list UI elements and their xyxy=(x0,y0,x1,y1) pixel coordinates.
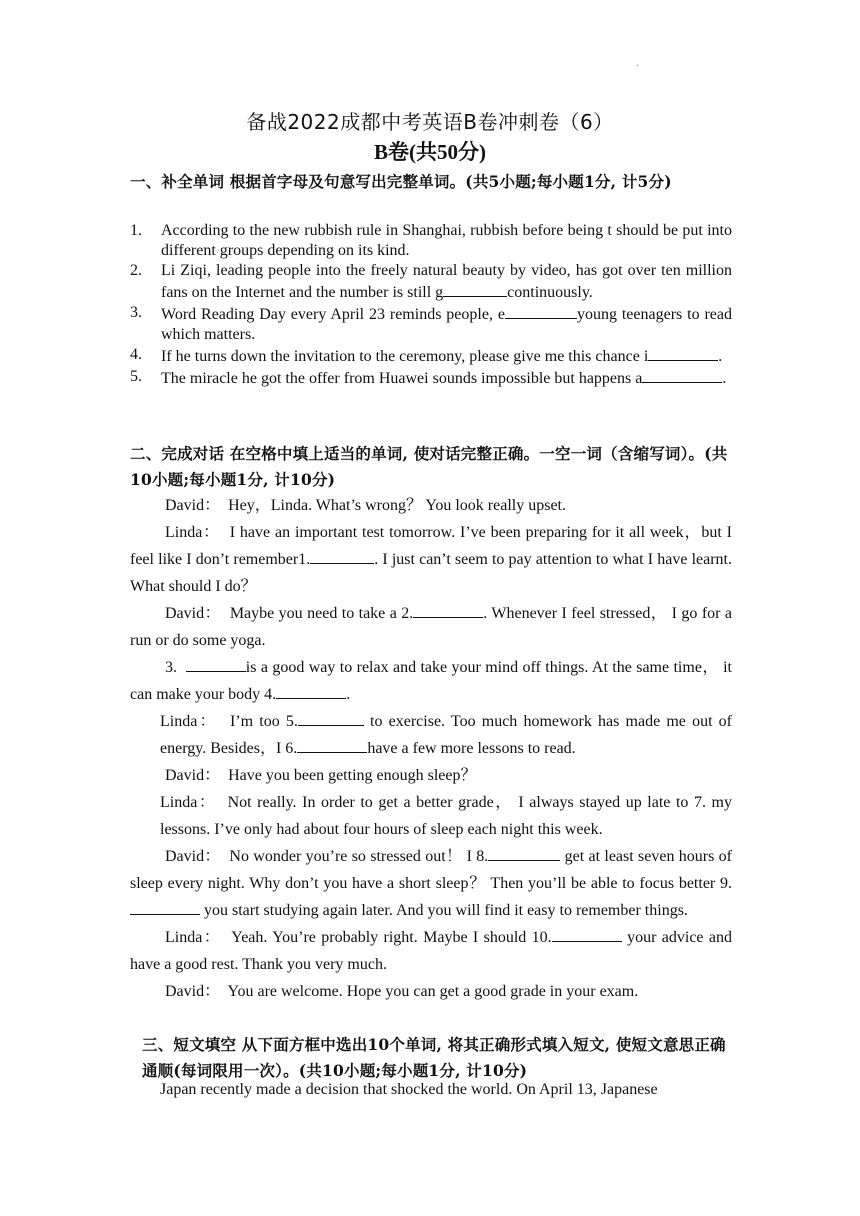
dialogue-line: David： Have you been getting enough sleep？ xyxy=(165,767,477,784)
section1-list xyxy=(130,221,732,389)
answer-blank[interactable] xyxy=(443,281,507,297)
answer-blank[interactable] xyxy=(297,737,367,753)
dialogue-line: 3. is a good way to relax and take your mind off things. At the same time， it can make your body 4. . xyxy=(130,654,732,708)
list-item: 5. The miracle he got the offer from Huawei sounds impossible but happens a . xyxy=(130,368,727,387)
dialogue-line: Linda： Not really. In order to get a better grade， I always stayed up late to 7. my lessons. I’ve only had about four hours of sleep each night this week. xyxy=(160,794,732,838)
dialogue-line: David： Hey，Linda. What’s wrong？ You look really upset. xyxy=(165,497,567,514)
dialogue-line: David： No wonder you’re so stressed out！ I 8. get at least seven hours of sleep every night. Why don’t you have a short sleep？ Then you’ll be able to focus better 9. you start studying again later. And you will find it easy to remember things. xyxy=(130,843,732,924)
answer-blank[interactable] xyxy=(310,548,374,564)
answer-blank[interactable] xyxy=(488,845,560,861)
answer-blank[interactable] xyxy=(505,303,577,319)
answer-blank[interactable] xyxy=(413,602,483,618)
dialogue-line: David： Maybe you need to take a 2. . Whenever I feel stressed， I go for a run or do some yoga. xyxy=(130,600,732,654)
list-item: 2. Li Ziqi, leading people into the freely natural beauty by video, has got over ten million fans on the Internet and the number is still g continuously. xyxy=(130,262,732,301)
answer-blank[interactable] xyxy=(298,710,364,726)
answer-blank[interactable] xyxy=(552,926,622,942)
answer-blank[interactable] xyxy=(130,899,200,915)
page-title: 备战2022成都中考英语B卷冲刺卷（6） xyxy=(246,110,614,134)
dialogue-line: David： You are welcome. Hope you can get a good grade in your exam. xyxy=(165,983,639,1000)
section1-heading: 一、补全单词 根据首字母及句意写出完整单词。(共5小题;每小题1分, 计5分) xyxy=(130,172,672,191)
list-item: 1. According to the new rubbish rule in Shanghai, rubbish before being t should be put into different groups depending on its kind. xyxy=(130,222,732,259)
list-item: 3. Word Reading Day every April 23 reminds people, e young teenagers to read which matters. xyxy=(130,304,732,343)
section3-heading: 三、短文填空 从下面方框中选出10个单词, 将其正确形式填入短文, 使短文意思正确通顺(每词限用一次）。(共10小题;每小题1分, 计10分) xyxy=(142,1035,726,1080)
passage-first-line: Japan recently made a decision that shocked the world. On April 13, Japanese xyxy=(160,1081,658,1098)
answer-blank[interactable] xyxy=(648,345,718,361)
dialogue-line: Linda： I have an important test tomorrow. I’ve been preparing for it all week，but I feel like I don’t remember1. . I just can’t seem to pay attention to what I have learnt. What should I do？ xyxy=(130,524,733,595)
section2-heading: 二、完成对话 在空格中填上适当的单词, 使对话完整正确。一空一词（含缩写词）。(共10小题;每小题1分, 计10分) xyxy=(130,444,728,489)
dialogue-line: Linda： I’m too 5. to exercise. Too much homework has made me out of energy. Besides，I 6. have a few more lessons to read. xyxy=(130,708,732,762)
passage xyxy=(130,1076,732,1103)
answer-blank[interactable] xyxy=(276,683,346,699)
answer-blank[interactable] xyxy=(642,367,722,383)
dialogue-line: Linda： Yeah. You’re probably right. Maybe I should 10. your advice and have a good rest. Thank you very much. xyxy=(130,924,732,978)
stray-dot: . xyxy=(636,58,639,69)
page-subtitle: B卷(共50分) xyxy=(374,140,486,164)
answer-blank[interactable] xyxy=(186,656,246,672)
list-item: 4. If he turns down the invitation to the ceremony, please give me this chance i . xyxy=(130,346,723,365)
dialogue xyxy=(130,492,732,1005)
